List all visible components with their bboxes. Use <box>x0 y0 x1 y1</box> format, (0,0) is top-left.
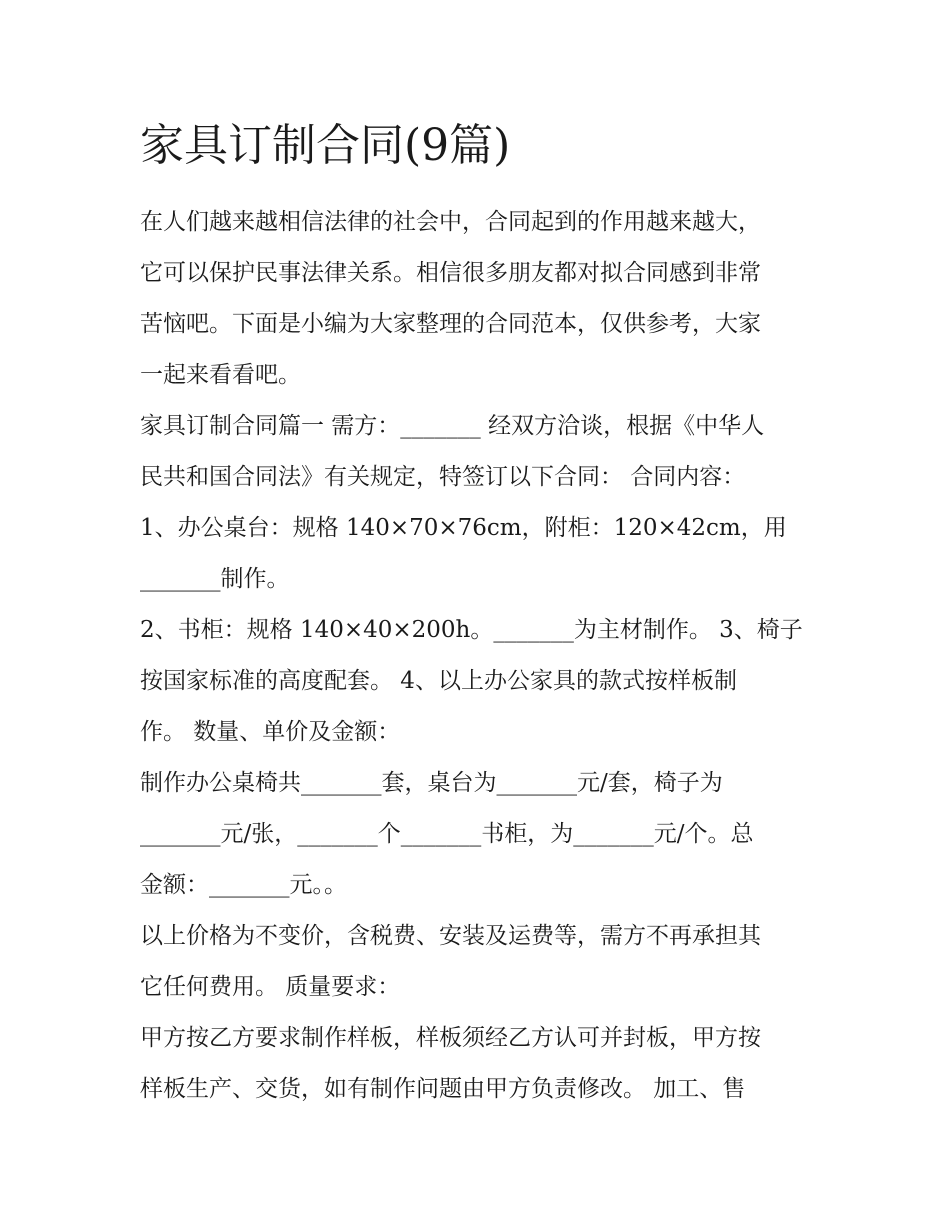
text-line: 金额：_______元。。 <box>140 872 347 898</box>
text-line: 1、办公桌台：规格 140×70×76cm，附柜：120×42cm，用 <box>140 515 787 541</box>
text-line: 甲方按乙方要求制作样板，样板须经乙方认可并封板，甲方按 <box>140 1025 761 1051</box>
text-line: _______元/张，_______个_______书柜，为_______元/个。总 <box>140 821 754 847</box>
text-line: _______制作。 <box>140 566 290 592</box>
text-line: 以上价格为不变价，含税费、安装及运费等，需方不再承担其 <box>140 923 761 949</box>
text-line: 它可以保护民事法律关系。相信很多朋友都对拟合同感到非常 <box>140 260 761 286</box>
text-line: 按国家标准的高度配套。 4、以上办公家具的款式按样板制 <box>140 668 737 694</box>
document-title: 家具订制合同(9篇) <box>140 120 511 171</box>
text-line: 2、书柜：规格 140×40×200h。_______为主材制作。 3、椅子 <box>140 617 803 643</box>
text-line: 在人们越来越相信法律的社会中，合同起到的作用越来越大， <box>140 209 761 235</box>
text-line: 作。 数量、单价及金额： <box>140 719 401 745</box>
text-line: 它任何费用。 质量要求： <box>140 974 401 1000</box>
text-line: 家具订制合同篇一 需方：_______ 经双方洽谈，根据《中华人 <box>140 413 765 439</box>
text-line: 民共和国合同法》有关规定，特签订以下合同： 合同内容： <box>140 464 746 490</box>
document-body <box>140 197 815 1115</box>
text-line: 制作办公桌椅共_______套，桌台为_______元/套，椅子为 <box>140 770 723 796</box>
text-line: 一起来看看吧。 <box>140 362 301 388</box>
text-line: 样板生产、交货，如有制作问题由甲方负责修改。 加工、售 <box>140 1076 746 1102</box>
text-line: 苦恼吧。下面是小编为大家整理的合同范本，仅供参考，大家 <box>140 311 761 337</box>
